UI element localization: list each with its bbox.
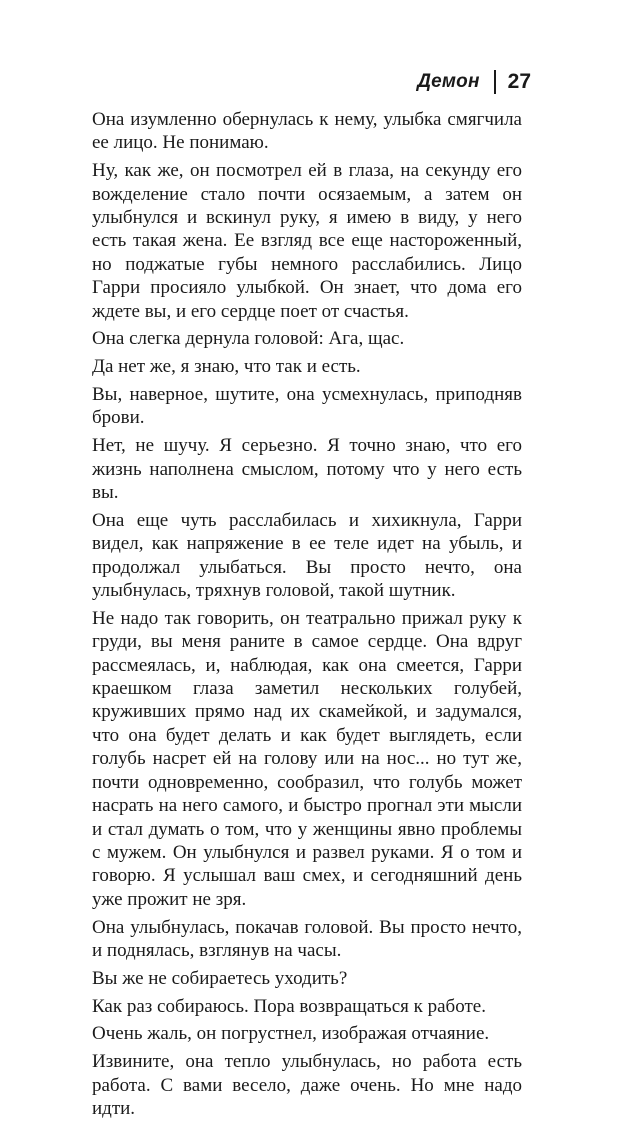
- paragraph: Она слегка дернула головой: Ага, щас.: [92, 328, 405, 350]
- paragraph: Она улыбнулась, покачав головой. Вы просто нечто, и поднялась, взглянув на часы.: [92, 916, 522, 961]
- paragraph: Ну, как же, он посмотрел ей в глаза, на секунду его вожделение стало почти осязаемым, а затем он улыбнулся и вскинул руку, я имею в виду, у него есть такая жена. Ее взгляд все еще настороженный, но поджатые губы немного расслабились. Лицо Гарри просияло улыбкой. Он знает, что дома его ждете вы, и его сердце поет от счастья.: [92, 160, 522, 322]
- page-number: 27: [507, 70, 531, 93]
- paragraph: Нет, не шучу. Я серьезно. Я точно знаю, что его жизнь наполнена смыслом, потому что у него есть вы.: [92, 435, 522, 504]
- paragraph: Она изумленно обернулась к нему, улыбка смягчила ее лицо. Не понимаю.: [92, 109, 522, 154]
- paragraph: Очень жаль, он погрустнел, изображая отчаяние.: [92, 1023, 490, 1045]
- paragraph: Вы же не собираетесь уходить?: [92, 967, 348, 989]
- paragraph: Не надо так говорить, он театрально прижал руку к груди, вы меня раните в самое сердце. Она вдруг рассмеялась, и, наблюдая, как она смеется, Гарри краешком глаза заметил нескольких голубей, круживших прямо над их скамейкой, и задумался, что она будет делать и как будет выглядеть, если голубь насрет ей на голову или на нос... но тут же, почти одновременно, сообразил, что голубь может насрать на него самого, и быстро прогнал эти мысли и стал думать о том, что у женщины явно проблемы с мужем. Он улыбнулся и развел руками. Я о том и говорю. Я услышал ваш смех, и сегодняшний день уже прожит не зря.: [92, 607, 522, 910]
- paragraph: Да нет же, я знаю, что так и есть.: [92, 356, 361, 378]
- paragraph: Вы, наверное, шутите, она усмехнулась, приподняв брови.: [92, 384, 522, 429]
- paragraph: Как раз собираюсь. Пора возвращаться к работе.: [92, 995, 486, 1017]
- paragraph: Извините, она тепло улыбнулась, но работа есть работа. С вами весело, даже очень. Но мне надо идти.: [92, 1051, 522, 1119]
- header-separator: [494, 70, 496, 94]
- body-text: [92, 108, 522, 1125]
- paragraph: Она еще чуть расслабилась и хихикнула, Гарри видел, как напряжение в ее теле идет на убыль, и продолжал улыбаться. Вы просто нечто, она улыбнулась, тряхнув головой, такой шутник.: [92, 509, 522, 602]
- running-header: [417, 66, 531, 98]
- running-title: Демон: [417, 71, 480, 92]
